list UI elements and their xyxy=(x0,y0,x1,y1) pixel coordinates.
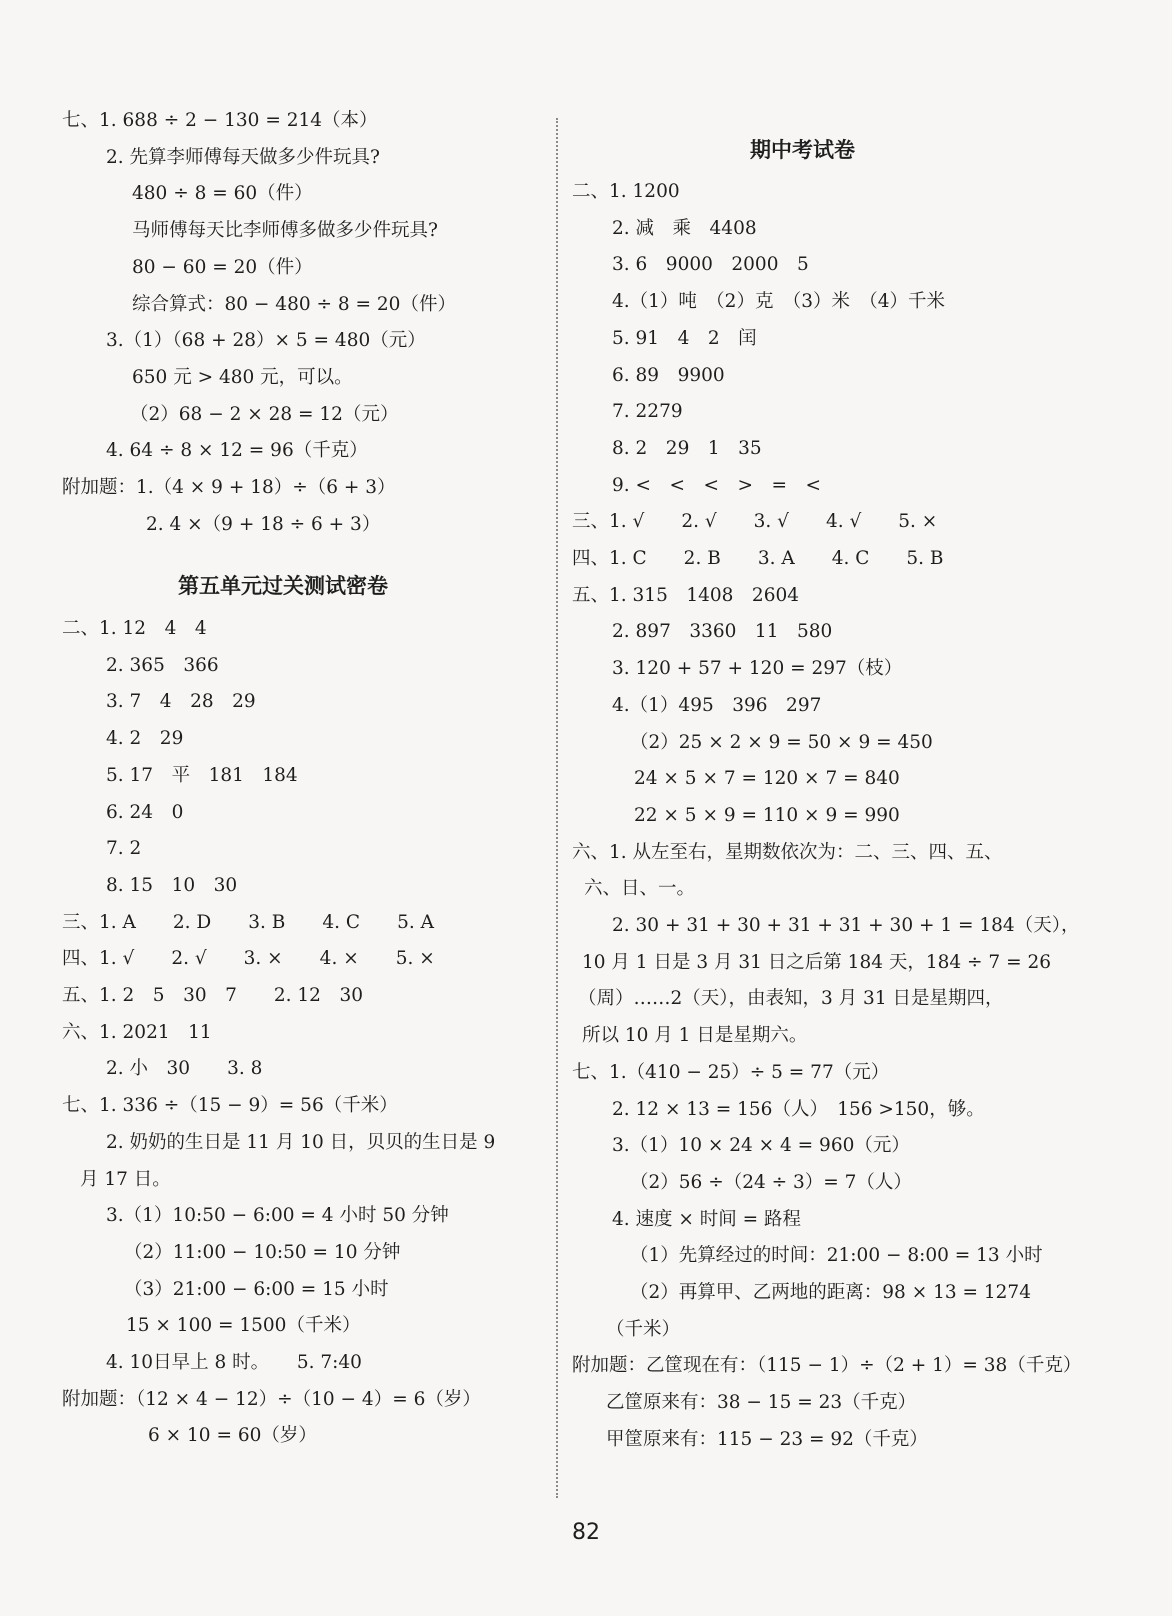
answer-line: 2. 30 + 31 + 30 + 31 + 31 + 30 + 1 = 184（天）， xyxy=(612,915,1080,936)
answer-line: 4. 64 ÷ 8 × 12 = 96（千克） xyxy=(106,440,368,462)
answer-line: 五、1. 315 1408 2604 xyxy=(572,584,800,606)
page-number: 82 xyxy=(572,1520,600,1545)
answer-line: 80 − 60 = 20（件） xyxy=(132,256,313,278)
answer-line: 4.（1）吨 （2）克 （3）米 （4）千米 xyxy=(612,291,945,313)
answer-line: 三、1. A 2. D 3. B 4. C 5. A xyxy=(62,911,434,933)
answer-line: 三、1. √ 2. √ 3. √ 4. √ 5. × xyxy=(572,511,938,533)
answer-line: 480 ÷ 8 = 60（件） xyxy=(132,183,313,205)
answer-line: 综合算式：80 − 480 ÷ 8 = 20（件） xyxy=(132,293,456,315)
answer-line: 月 17 日。 xyxy=(80,1168,171,1190)
answer-line: 10 月 1 日是 3 月 31 日之后第 184 天，184 ÷ 7 = 26 xyxy=(582,951,1052,973)
answer-line: 马师傅每天比李师傅多做多少件玩具? xyxy=(132,220,438,242)
answer-line: 四、1. √ 2. √ 3. × 4. × 5. × xyxy=(62,948,435,970)
answer-line: 2. 12 × 13 = 156（人） 156 >150，够。 xyxy=(612,1098,985,1120)
answer-line: 3.（1）10:50 − 6:00 = 4 小时 50 分钟 xyxy=(106,1205,449,1227)
answer-line: 二、1. 12 4 4 xyxy=(62,618,207,639)
answer-line: 2. 4 ×（9 + 18 ÷ 6 + 3） xyxy=(146,513,381,535)
answer-line: 4. 10日早上 8 时。 5. 7:40 xyxy=(106,1352,362,1373)
answer-line: 甲筐原来有：115 − 23 = 92（千克） xyxy=(606,1428,928,1450)
answer-line: 22 × 5 × 9 = 110 × 9 = 990 xyxy=(634,804,900,826)
answer-line: 附加题：（12 × 4 − 12）÷（10 − 4）= 6（岁） xyxy=(62,1388,481,1410)
section-heading: 第五单元过关测试密卷 xyxy=(178,574,388,598)
column-divider xyxy=(556,118,558,1498)
answer-line: 七、1.（410 − 25）÷ 5 = 77（元） xyxy=(572,1061,890,1083)
answer-line: 24 × 5 × 7 = 120 × 7 = 840 xyxy=(634,768,900,790)
answer-line: 6. 89 9900 xyxy=(612,364,725,386)
answer-line: 15 × 100 = 1500（千米） xyxy=(126,1315,361,1337)
answer-line: 2. 先算李师傅每天做多少件玩具? xyxy=(106,146,380,168)
answer-line: （千米） xyxy=(606,1318,681,1340)
answer-line: 650 元 > 480 元，可以。 xyxy=(132,366,353,388)
answer-line: 2. 减 乘 4408 xyxy=(612,217,757,239)
answer-line: （2）11:00 − 10:50 = 10 分钟 xyxy=(124,1241,401,1263)
answer-line: 七、1. 688 ÷ 2 − 130 = 214（本） xyxy=(62,110,378,131)
answer-line: 乙筐原来有：38 − 15 = 23（千克） xyxy=(606,1392,917,1414)
answer-line: 3.（1）10 × 24 × 4 = 960（元） xyxy=(612,1135,910,1157)
answer-line: 六、1. 从左至右，星期数依次为：二、三、四、五、 xyxy=(572,841,1003,863)
answer-line: 六、日、一。 xyxy=(584,878,696,900)
answer-line: 8. 15 10 30 xyxy=(106,874,238,896)
answer-line: 2. 897 3360 11 580 xyxy=(612,621,833,643)
answer-line: 2. 365 366 xyxy=(106,654,219,676)
answer-line: 附加题：1.（4 × 9 + 18）÷（6 + 3） xyxy=(62,477,396,498)
answer-line: 5. 91 4 2 闰 xyxy=(612,327,757,349)
section-heading: 期中考试卷 xyxy=(750,138,855,162)
answer-line: 2. 小 30 3. 8 xyxy=(106,1058,263,1080)
answer-line: 3. 7 4 28 29 xyxy=(106,691,256,713)
answer-line: 7. 2279 xyxy=(612,401,683,423)
answer-line: 2. 奶奶的生日是 11 月 10 日，贝贝的生日是 9 xyxy=(106,1131,496,1153)
answer-line: 9. < < < > = < xyxy=(612,474,822,496)
answer-line: 二、1. 1200 xyxy=(572,181,680,202)
answer-line: 四、1. C 2. B 3. A 4. C 5. B xyxy=(572,548,944,569)
answer-line: （周）……2（天），由表知，3 月 31 日是星期四， xyxy=(578,988,1004,1010)
answer-line: 4.（1）495 396 297 xyxy=(612,694,822,716)
answer-line: （1）先算经过的时间：21:00 − 8:00 = 13 小时 xyxy=(630,1245,1043,1267)
answer-line: （2）25 × 2 × 9 = 50 × 9 = 450 xyxy=(630,731,933,753)
answer-line: 6 × 10 = 60（岁） xyxy=(148,1425,317,1447)
answer-line: 7. 2 xyxy=(106,838,142,860)
answer-line: （2）68 − 2 × 28 = 12（元） xyxy=(130,403,399,425)
answer-line: 3. 120 + 57 + 120 = 297（枝） xyxy=(612,658,903,680)
answer-line: （3）21:00 − 6:00 = 15 小时 xyxy=(124,1278,389,1300)
answer-line: 8. 2 29 1 35 xyxy=(612,437,762,459)
answer-line: 六、1. 2021 11 xyxy=(62,1021,212,1043)
answer-line: 五、1. 2 5 30 7 2. 12 30 xyxy=(62,985,363,1006)
answer-line: 4. 2 29 xyxy=(106,728,184,750)
answer-line: 附加题：乙筐现在有：（115 − 1）÷（2 + 1）= 38（千克） xyxy=(572,1355,1082,1377)
answer-line: 4. 速度 × 时间 = 路程 xyxy=(612,1208,802,1230)
answer-line: 七、1. 336 ÷（15 − 9）= 56（千米） xyxy=(62,1095,398,1117)
answer-line: 3.（1）（68 + 28）× 5 = 480（元） xyxy=(106,330,426,352)
answer-line: 6. 24 0 xyxy=(106,801,184,823)
answer-line: 所以 10 月 1 日是星期六。 xyxy=(582,1025,808,1047)
answer-line: 3. 6 9000 2000 5 xyxy=(612,254,809,276)
answer-line: （2）56 ÷（24 ÷ 3）= 7（人） xyxy=(630,1171,912,1193)
answer-line: 5. 17 平 181 184 xyxy=(106,764,298,786)
answer-line: （2）再算甲、乙两地的距离：98 × 13 = 1274 xyxy=(630,1282,1031,1303)
